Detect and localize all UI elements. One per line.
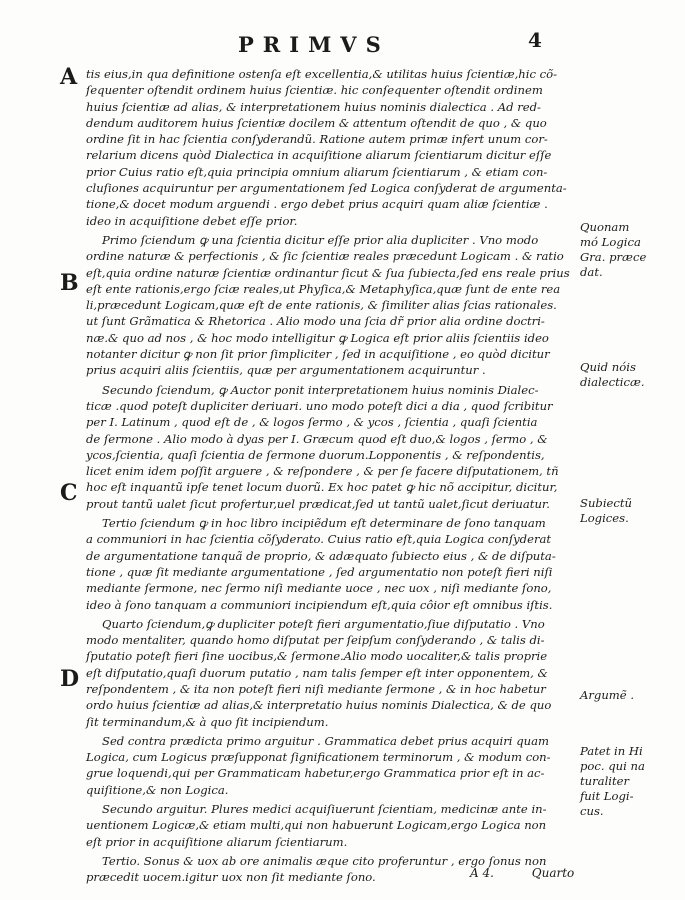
margin-note-2	[580, 360, 676, 390]
text-line: tione , quæ ſit mediante argumentatione , ſed argumentatio non poteſt fieri niſi	[86, 564, 553, 579]
margin-note-line: dialecticæ.	[580, 375, 645, 389]
text-line: Tertio ſciendum ꝙ in hoc libro incipiẽdum eſt determinare de ſono tanquam	[102, 516, 546, 531]
text-line: eſt,quia ordine naturæ ſcientiæ ordinantur ſicut & ſua ſubiecta,ſed ens reale prius	[86, 265, 570, 280]
text-line: prior Cuius ratio eſt,quia principia omnium aliarum ſcientiarum , & etiam con-	[86, 164, 548, 179]
margin-note-line: cus.	[580, 804, 604, 818]
text-line: eſt prior in acquiſitione aliarum ſcientiarum.	[86, 834, 348, 849]
page-number: 4	[528, 28, 542, 52]
text-line: reſpondentem , & ita non poteſt fieri niſi mediante ſermone , & in hoc habetur	[86, 681, 546, 696]
text-line: ticæ .quod poteſt dupliciter deriuari. uno modo poteſt dici a dia , quod ſcribitur	[86, 398, 553, 413]
margin-note-line: turaliter	[580, 774, 630, 788]
margin-note-line: poc. qui na	[580, 759, 645, 773]
text-line: Logica, cum Logicus præſupponat ſignificationem terminorum , & modum con-	[86, 750, 551, 765]
text-line: Tertio. Sonus & uox ab ore animalis æque cito proferuntur , ergo ſonus non	[102, 853, 547, 868]
margin-note-3	[580, 496, 676, 526]
margin-note-line: Argumẽ .	[580, 688, 635, 702]
text-line: licet enim idem poſſit arguere , & reſpondere , & per ſe facere diſputationem, tñ	[86, 464, 559, 479]
text-line: relarium dicens quòd Dialectica in acquiſitione aliarum ſcientiarum dicitur eſſe	[86, 148, 552, 163]
margin-note-line: dat.	[580, 265, 603, 279]
text-line: de ſermone . Alio modo à dyas per I. Græcum quod eſt duo,& logos , ſermo , &	[86, 431, 548, 446]
text-line: mediante ſermone, nec ſermo niſi mediante uoce , nec uox , niſi mediante ſono,	[86, 581, 552, 596]
margin-note-4	[580, 688, 676, 703]
text-line: eſt diſputatio,quaſi duorum putatio , nam talis ſemper eſt inter opponentem, &	[86, 665, 548, 680]
text-line: dendum auditorem huius ſcientiæ docilem & attentum oſtendit de quo , & quo	[86, 115, 547, 130]
text-line: ſequenter oſtendit ordinem huius ſcientiæ. hic conſequenter oſtendit ordinem	[86, 83, 543, 98]
margin-note-5	[580, 744, 676, 819]
text-line: ordine naturæ & perfectionis , & ſic ſcientiæ reales præcedunt Logicam . & ratio	[86, 249, 564, 264]
margin-note-line: Patet in Hi	[580, 744, 643, 758]
text-line: eſt ente rationis,ergo ſciæ reales,ut Phyſica,& Metaphyſica,quæ ſunt de ente rea	[86, 281, 561, 296]
running-title: PRIMVS	[238, 32, 390, 57]
text-line: Secundo ſciendum, ꝙ Auctor ponit interpretationem huius nominis Dialec-	[102, 382, 539, 397]
text-line: uentionem Logicæ,& etiam multi,qui non habuerunt Logicam,ergo Logica non	[86, 818, 547, 833]
margin-note-line: fuit Logi-	[580, 789, 634, 803]
text-line: huius ſcientiæ ad alias, & interpretationem huius nominis dialectica . Ad red-	[86, 99, 541, 114]
text-line: modo mentaliter, quando homo diſputat per ſeipſum conſyderando , & talis di-	[86, 633, 545, 648]
signature-mark: A 4.	[470, 866, 494, 880]
text-line: tione,& docet modum arguendi . ergo debet prius acquiri quam aliæ ſcientiæ .	[86, 197, 548, 212]
section-letter-d: D	[60, 666, 80, 692]
text-line: næ.& quo ad nos , & hoc modo intelligitur ꝙ Logica eſt prior aliis ſcientiis ideo	[86, 330, 549, 345]
page-footer	[470, 866, 574, 880]
text-line: ycos,ſcientia, quaſi ſcientia de ſermone duorum.Lopponentis , & reſpondentis,	[86, 447, 545, 462]
section-letter-b: B	[60, 270, 79, 296]
text-line: ideo à ſono tanquam a communiori incipiendum eſt,quia côior eſt omnibus iſtis.	[86, 597, 553, 612]
margin-note-line: Gra. præce	[580, 250, 647, 264]
text-line: notanter dicitur ꝙ non ſit prior ſimpliciter , ſed in acquiſitione , eo quòd dicitur	[86, 347, 550, 362]
text-line: Secundo arguitur. Plures medici acquiſiuerunt ſcientiam, medicinæ ante in-	[102, 802, 547, 817]
text-line: prius acquiri aliis ſcientiis, quæ per argumentationem acquiruntur .	[86, 363, 486, 378]
text-line: ordine ſit in hac ſcientia conſyderandũ. Ratione autem primæ infert unum cor-	[86, 132, 548, 147]
text-line: præcedit uocem.igitur uox non ſit mediante ſono.	[86, 870, 376, 885]
margin-note-line: Logices.	[580, 511, 629, 525]
text-line: grue loquendi,qui per Grammaticam habetur,ergo Grammatica prior eſt in ac-	[86, 766, 545, 781]
text-line: de argumentatione tanquã de proprio, & adæquato ſubiecto eius , & de diſputa-	[86, 548, 556, 563]
margin-note-1	[580, 220, 676, 280]
text-line: hoc eſt inquantũ ipſe tenet locum duorũ. Ex hoc patet ꝙ hic nõ accipitur, dicitur,	[86, 480, 558, 495]
text-line: li,præcedunt Logicam,quæ eſt de ente rationis, & ſimiliter alias ſcias rationales.	[86, 298, 557, 313]
text-line: Quarto ſciendum,ꝙ dupliciter poteſt fieri argumentatio,ſiue diſputatio . Vno	[102, 616, 545, 631]
text-line: a communiori in hac ſcientia cõſyderato. Cuius ratio eſt,quia Logica conſyderat	[86, 532, 552, 547]
section-letter-c: C	[60, 480, 78, 506]
section-letter-a: A	[60, 64, 78, 90]
margin-note-line: mó Logica	[580, 235, 641, 249]
page-header	[0, 28, 685, 62]
text-line: Primo ſciendum ꝙ una ſcientia dicitur eſſe prior alia dupliciter . Vno modo	[102, 232, 539, 247]
text-line: ideo in acquiſitione debet eſſe prior.	[86, 213, 298, 228]
margin-note-line: Quid nóis	[580, 360, 636, 374]
catchword: Quarto	[531, 866, 575, 880]
text-line: per I. Latinum , quod eſt de , & logos ſermo , & ycos , ſcientia , quaſi ſcientia	[86, 415, 538, 430]
text-line: ut ſunt Grãmatica & Rhetorica . Alio modo una ſcia dr̃ prior alia ordine doctri-	[86, 314, 545, 329]
text-line: cluſiones acquiruntur per argumentationem ſed Logica conſyderat de argumenta-	[86, 181, 567, 196]
text-line: Sed contra prædicta primo arguitur . Grammatica debet prius acquiri quam	[102, 733, 549, 748]
main-text	[86, 66, 572, 886]
text-line: ſputatio poteſt fieri ſine uocibus,& ſermone.Alio modo uocaliter,& talis proprie	[86, 649, 548, 664]
margin-note-line: Quonam	[580, 220, 630, 234]
text-line: ſit terminandum,& à quo ſit incipiendum.	[86, 714, 329, 729]
text-line: prout tantũ ualet ſicut profertur,uel prædicat,ſed ut tantũ ualet,ſicut deriuatur.	[86, 496, 550, 511]
text-line: tis eius,in qua definitione ostenſa eſt excellentia,& utilitas huius ſcientiæ,hic cõ-	[86, 67, 558, 81]
margin-note-line: Subiectũ	[580, 496, 633, 510]
text-line: ordo huius ſcientiæ ad alias,& interpretatio huius nominis Dialectica, & de quo	[86, 698, 552, 713]
text-line: quiſitione,& non Logica.	[86, 782, 229, 797]
